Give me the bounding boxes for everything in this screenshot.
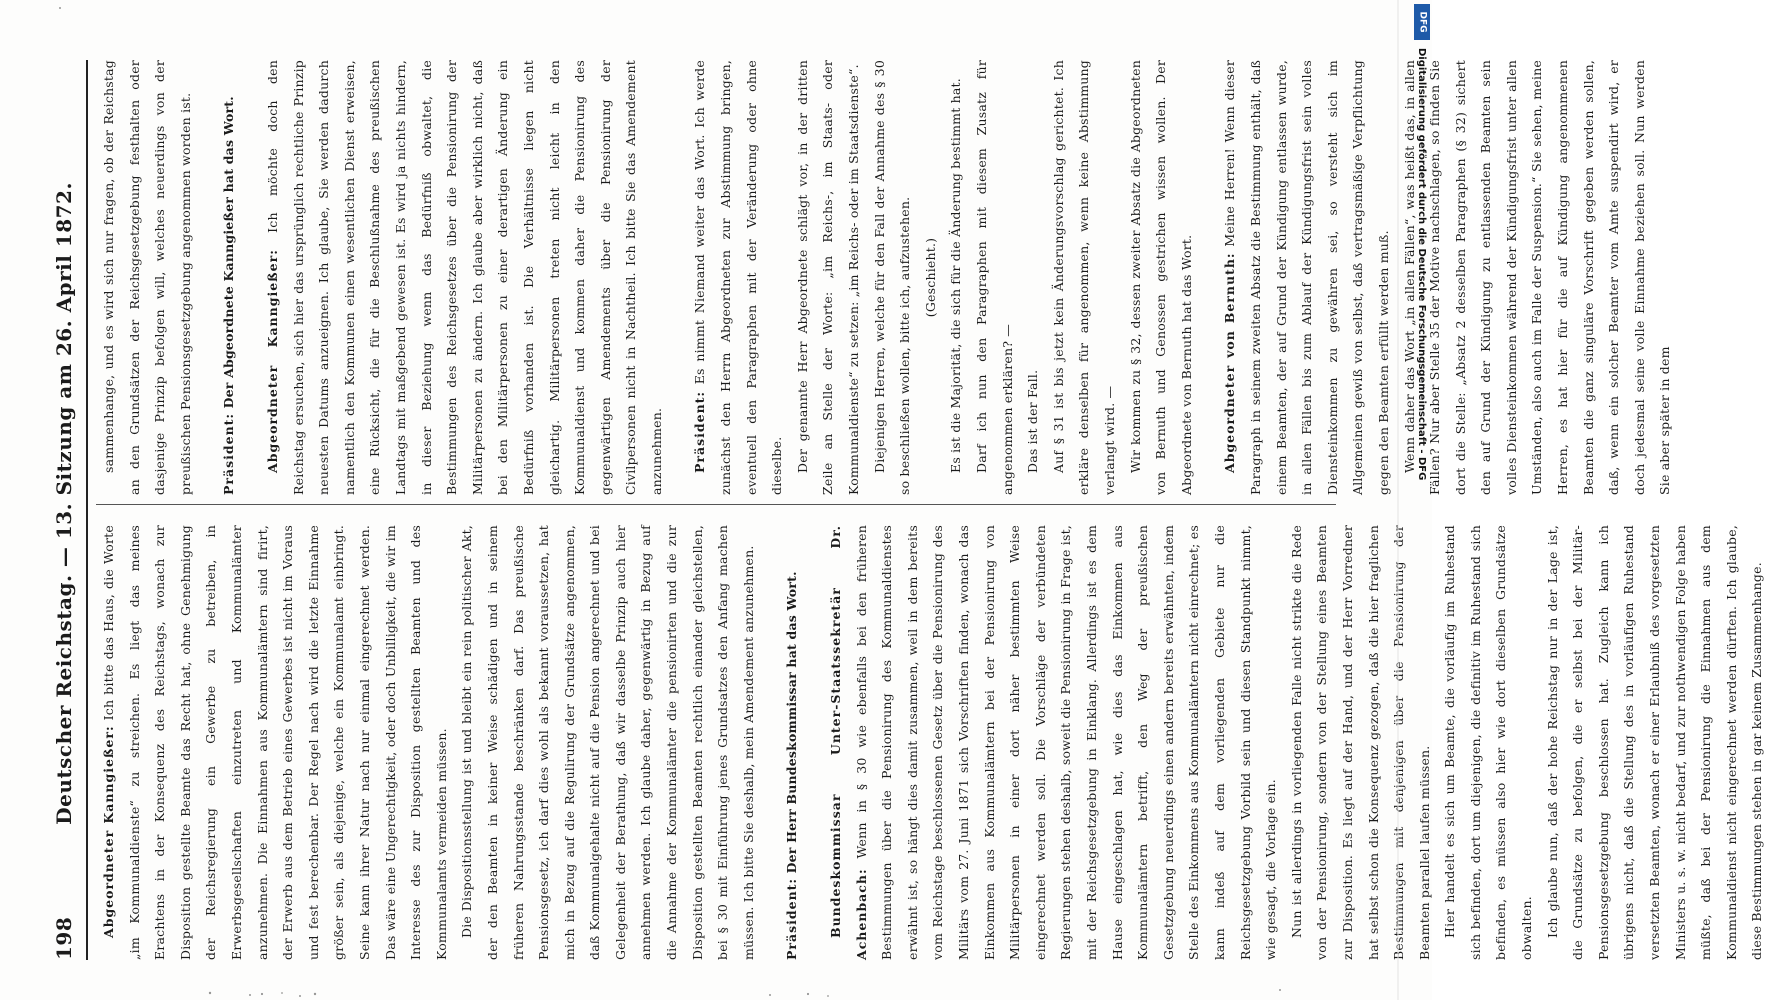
speaker-name: Präsident:: [692, 390, 708, 473]
paragraph-gap: [242, 60, 260, 495]
paragraph-text: (Geschieht.): [922, 237, 938, 318]
stage-direction: [918, 60, 944, 495]
header-rule: [86, 60, 88, 960]
paragraph-text: Wir kommen zu § 32, dessen zweiter Absatz die Abgeordneten von Bernuth und Genossen gestrichen wissen wollen. Der Abgeordnete von Bernuth hat das Wort.: [1127, 60, 1194, 495]
paragraph-text: Darf ich nun den Paragraphen mit diesem Zusatz für angenommen erklären? —: [974, 60, 1015, 495]
body-paragraph: [790, 60, 867, 495]
body-paragraph: [1437, 525, 1539, 960]
body-paragraph: [867, 60, 918, 495]
paragraph-text: Der Abgeordnete Kanngießer hat das Wort.: [221, 96, 237, 409]
paragraph-text: Die Dispositionsstellung ist und bleibt ein rein politischer Akt, der den Beamten in keiner Weise schädigen und in seinem früheren Nahrungsstande beschränken darf. Das preußische Pensionsgesetz, ich darf dies wohl als bekannt voraussetzen, hat mich in Bezug auf die Regulirung der Grundsätze angenommen, daß Kommunalgehalte nicht auf die Pension angerechnet und bei Gelegenheit der Berathung, daß wir dasselbe Prinzip auch hier annehmen werden. Ich glaube daher, gegenwärtig in Bezug auf die Annahme der Kommunalämter die pensionirten und die zur Disposition gestellten Beamten rechtlich einander gleichstellen, bei § 30 mit Einführung jenes Grundsatzes den Anfang machen müssen. Ich bitte Sie deshalb, mein Amendement anzunehmen.: [459, 525, 756, 960]
speech-paragraph: [823, 525, 1284, 960]
speaker-name: Präsident:: [784, 877, 800, 960]
body-paragraph: [943, 60, 969, 495]
paragraph-gap: [198, 60, 216, 495]
paragraph-text: Der Herr Bundeskommissar hat das Wort.: [784, 571, 800, 874]
body-paragraph: [1123, 60, 1200, 495]
paragraph-text: Wenn in § 30 wie ebenfalls bei den früheren Bestimmungen über die Pensionirung des Kommunaldienstes erwähnt ist, so hängt dies damit zusammen, weil in dem bereits vom Reichstage beschlossenen Gesetz über die Pensionirung des Militärs vom 27. Juni 1871 sich Vorschriften finden, wonach das Einkommen aus Kommunalämtern bei der Pensionirung von Militärpersonen in einer dort näher bestimmten Weise eingerechnet werden soll. Die Vorschläge der verbündeten Regierungen stehen deshalb, soweit die Pensionirung in Frage ist, mit der Reichsgesetzgebung in Einklang. Allerdings ist es dem Hause eingeschlagen hat, wie dies das Einkommen aus Kommunalämtern betrifft, den Weg der preußischen Gesetzgebung neuerdings einen andern bereits erwähnten, indem Stelle des Einkommens aus Kommunalämtern nicht einrechnet; es kann indeß auf dem vorliegenden Gebiete nur die Reichsgesetzgebung Vorbild sein und diesen Standpunkt nimmt, wie gesagt, die Vorlage ein.: [853, 525, 1279, 960]
body-paragraph: [1540, 525, 1770, 960]
page-header-title: Deutscher Reichstag. — 13. Sitzung am 26. April 1872.: [52, 182, 76, 825]
speaker-name: Abgeordneter Kanngießer:: [101, 725, 116, 938]
paragraph-text: Diejenigen Herren, welche für den Fall der Annahme des § 30 so beschließen wollen, bitte ich, aufzustehen.: [871, 60, 913, 495]
paragraph-gap: [805, 525, 823, 960]
paragraph-gap: [669, 60, 687, 495]
paragraph-text: Hier handelt es sich um Beamte, die vorläufig im Ruhestand sich befinden, dort um diejenigen, die definitiv im Ruhestand sich befinden, es müssen also hier wie dort dieselben Grundsätze obwalten.: [1442, 525, 1535, 960]
body-paragraph: [1020, 60, 1046, 495]
body-paragraph: [454, 525, 761, 960]
president-announcement: [216, 60, 242, 495]
body-paragraph: [969, 60, 1020, 495]
running-head: [44, 60, 84, 960]
body-paragraph: [1397, 60, 1679, 495]
paragraph-text: Nun ist allerdings in vorliegenden Falle nicht strikte die Rede von der Pensionirung, sondern von der Stellung eines Beamten zur Disposition. Es liegt auf der Hand, und der Herr Vorredner hat selbst schon die Konsequenz gezogen, daß die hier fraglichen Bestimmungen mit denjenigen über die Pensionirung der Beamten parallel laufen müssen.: [1288, 525, 1432, 960]
speaker-name: Präsident:: [221, 412, 237, 495]
paragraph-text: Ich bitte das Haus, die Worte „im Kommunaldienste“ zu streichen. Es liegt das meines Erachtens in der Konsequenz des Reichstags, wonach zur Disposition gestellte Beamte das Recht hat, ohne Genehmigung der Reichsregierung ein Gewerbe zu betreiben, in Erwerbsgesellschaften einzutreten und Kommunalämter anzunehmen. Die Einnahmen aus Kommunalämtern sind firirt, der Erwerb aus dem Betrieb eines Gewerbes ist nicht im Voraus und fest berechenbar. Der Regel nach wird die letzte Einnahme größer sein, als diejenige, welche ein Kommunalamt einbringt. Seine kann ihrer Natur nach nur einmal eingerechnet werden. Das wäre eine Ungerechtigkeit, oder doch Unbilligkeit, die wir im Interesse des zur Disposition gestellten Beamten und des Kommunalamts vermeiden müssen.: [101, 525, 449, 960]
speaker-name: Abgeordneter Kanngießer:: [264, 249, 280, 473]
dfg-logo: [1414, 4, 1430, 40]
dfg-sidebar: [1408, 0, 1432, 1000]
paragraph-text: sammenhange, und es wird sich nur fragen, ob der Reichstag an den Grundsätzen der Reichsgesetzgebung festhalten oder dasjenige Prinzip befolgen will, welches neuerdings von der preußischen Pensionsgesetzgebung angenommen worden ist.: [101, 60, 193, 495]
text-column-left: [96, 525, 1765, 960]
body-paragraph: [1046, 60, 1123, 495]
speech-paragraph: [96, 525, 454, 960]
column-divider: [96, 504, 1336, 505]
paragraph-text: Ich möchte doch den Reichstag ersuchen, sich hier das ursprünglich rechtliche Prinzip neuesten Datums anzueignen. Ich glaube, Sie werden dadurch namentlich den Kommunen einen wesentlichen Dienst erweisen, eine Rücksicht, die für die Beschlußnahme des preußischen Landtags mit maßgebend gewesen ist. Es wird ja nichts hindern, in dieser Beziehung wenn das Bedürfniß obwaltet, die Bestimmungen des Reichsgesetzes über die Pensionirung der Militärpersonen zu ändern. Ich glaube aber wirklich nicht, daß bei den Militärpersonen zu einer derartigen Änderung ein Bedürfniß vorhanden ist. Die Verhältnisse liegen nicht gleichartig. Militärpersonen treten nicht leicht in den Kommunaldienst und kommen daher die Pensionirung des gegenwärtigen Amendements über die Pensionirung der Civilpersonen nicht in Nachtheil. Ich bitte Sie das Amendement anzunehmen.: [264, 59, 664, 495]
speaker-name: Bundeskommissar Unter-Staatssekretär Dr. Achenbach:: [828, 525, 869, 960]
paragraph-text: Auf § 31 ist bis jetzt kein Änderungsvorschlag gerichtet. Ich erkläre denselben für angenommen, wenn keine Abstimmung verlangt wird. —: [1050, 60, 1117, 495]
paragraph-text: Meine Herren! Wenn dieser Paragraph in seinem zweiten Absatz die Bestimmung enthält, daß einem Beamten, der auf Grund der Kündigung entlassen wurde, in allen Fällen bis zum Ablauf der Kündigungsfrist sein volles Diensteinkommen zu gewähren sei, so versteht sich im Allgemeinen gewiß von selbst, daß vertragsmäßige Verpflichtung gegen den Beamten erfüllt werden muß.: [1222, 60, 1391, 495]
president-announcement: [779, 525, 805, 960]
speaker-name: Abgeordneter von Bernuth:: [1222, 252, 1238, 473]
dfg-logo-text: DFG: [1417, 11, 1428, 33]
paragraph-text: Es ist die Majorität, die sich für die Änderung bestimmt hat.: [948, 78, 964, 473]
body-paragraph: [96, 60, 198, 495]
paragraph-text: Ich glaube nun, daß der hohe Reichstag nur in der Lage ist, die Grundsätze zu befolgen, die er selbst bei der Militär-Pensionsgesetzgebung beschlossen hat. Zugleich kann ich übrigens nicht, daß die Stellung des in vorläufigen Ruhestand versetzten Beamten, wonach er einer Erlaubniß des vorgesetzten Ministers u. s. w. nicht bedarf, und zur nothwendigen Folge haben müßte, daß bei der Pensionirung die Einnahmen aus dem Kommunaldienst nicht eingerechnet werden dürften. Ich glaube, diese Bestimmungen stehen in gar keinem Zusammenhange.: [1544, 525, 1765, 960]
speech-paragraph: [260, 60, 670, 495]
paragraph-text: Das ist der Fall.: [1025, 369, 1041, 473]
dfg-notice-text: Digitalisierung gefördert durch die Deutsche Forschungsgemeinschaft - DFG: [1416, 48, 1427, 481]
dfg-funding-notice: [1414, 48, 1430, 628]
paragraph-text: Es nimmt Niemand weiter das Wort. Ich werde zunächst den Herrn Abgeordneten zur Abstimmung bringen, eventuell den Paragraphen mit der Veränderung oder ohne dieselbe.: [692, 60, 785, 495]
paragraph-text: Der genannte Herr Abgeordnete schlägt vor, in der dritten Zeile an Stelle der Worte: „im Reichs-, im Staats- oder Kommunaldienste“ zu setzen: „im Reichs- oder im Staatsdienste“.: [794, 60, 862, 495]
speech-paragraph: [1217, 60, 1396, 495]
speech-paragraph: [687, 60, 789, 495]
paragraph-text: Wenn daher das Wort „in allen Fällen“, was heißt das, in allen Fällen? Nur aber Stelle 35 der Motive nachschlagen, so finden Sie dort die Stelle: „Absatz 2 desselben Paragraphen (§ 32) sichert den auf Grund der Kündigung zu entlassenden Beamten sein volles Diensteinkommen während der Kündigungsfrist unter allen Umständen, also auch im Falle der Suspension.“ Sie sehen, meine Herren, es hat hier für die auf Kündigung angenommenen Beamten die ganz singuläre Vorschrift gegeben werden sollen, daß, wenn ein solcher Beamter vom Amte suspendirt wird, er doch jedesmal seine volle Einnahme beziehen soll. Nun werden Sie aber später in dem: [1401, 60, 1673, 495]
paragraph-gap: [761, 525, 779, 960]
page-number: 198: [52, 916, 76, 960]
paragraph-gap: [1199, 60, 1217, 495]
